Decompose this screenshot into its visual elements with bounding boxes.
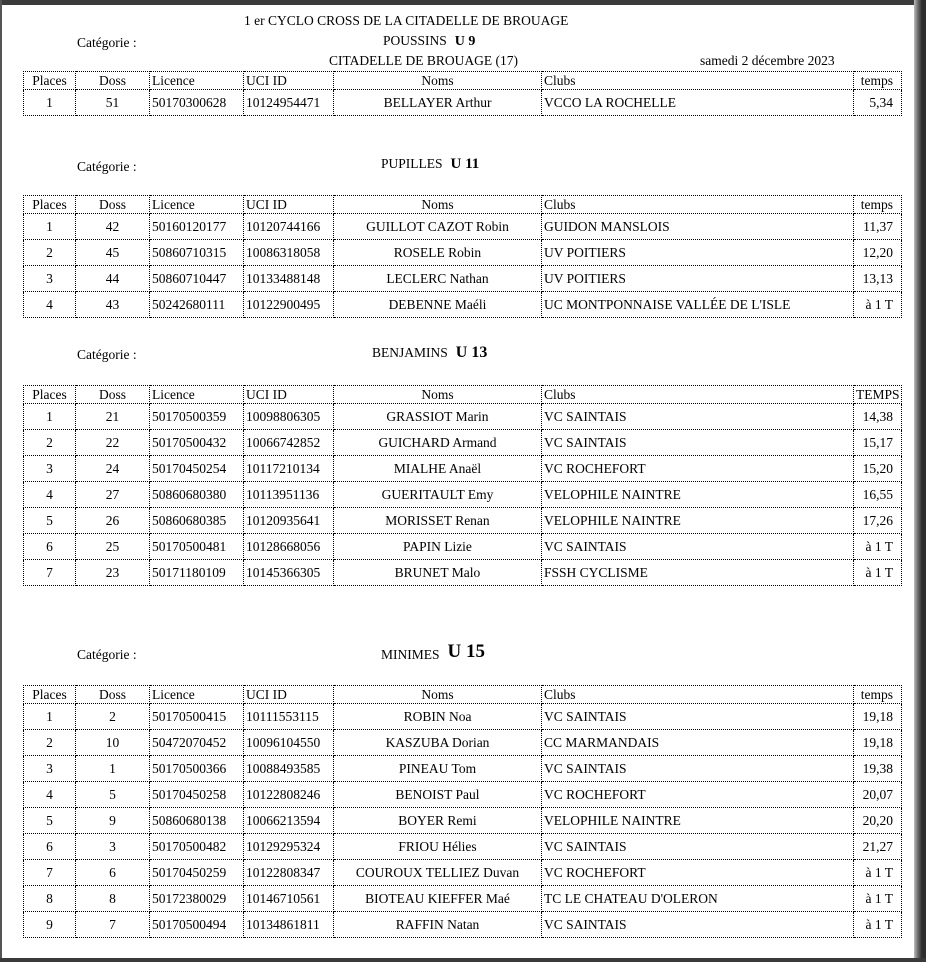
table-row	[24, 704, 902, 730]
uci-id-cell: 10117210134	[244, 456, 334, 482]
club-cell: VC SAINTAIS	[542, 756, 854, 782]
noms-header: Noms	[334, 196, 542, 214]
doss-cell: 42	[76, 214, 150, 240]
licence-cell: 50160120177	[150, 214, 244, 240]
club-cell: GUIDON MANSLOIS	[542, 214, 854, 240]
table-row	[24, 860, 902, 886]
club-cell: VC ROCHEFORT	[542, 456, 854, 482]
licence-cell: 50860680380	[150, 482, 244, 508]
clubs-header: Clubs	[542, 72, 854, 90]
clubs-header: Clubs	[542, 196, 854, 214]
name-cell: MIALHE Anaël	[334, 456, 542, 482]
time-cell: 17,26	[854, 508, 902, 534]
temps-header: temps	[854, 686, 902, 704]
category-age: U 9	[454, 34, 476, 49]
time-cell: 20,20	[854, 808, 902, 834]
category-name: PUPILLES	[381, 156, 443, 171]
category-age: U 11	[450, 156, 480, 172]
places-header: Places	[24, 686, 76, 704]
licence-cell: 50860710447	[150, 266, 244, 292]
time-cell: 12,20	[854, 240, 902, 266]
doss-cell: 5	[76, 782, 150, 808]
doss-cell: 44	[76, 266, 150, 292]
place-cell: 3	[24, 266, 76, 292]
doss-cell: 2	[76, 704, 150, 730]
table-row	[24, 266, 902, 292]
place-cell: 1	[24, 704, 76, 730]
doss-header: Doss	[76, 386, 150, 404]
club-cell: VC ROCHEFORT	[542, 782, 854, 808]
noms-header: Noms	[334, 72, 542, 90]
uci-id-cell: 10066213594	[244, 808, 334, 834]
licence-cell: 50860710315	[150, 240, 244, 266]
place-cell: 5	[24, 808, 76, 834]
doss-header: Doss	[76, 686, 150, 704]
category-label-minimes: Catégorie :	[77, 647, 137, 662]
licence-header: Licence	[150, 72, 244, 90]
club-cell: VC SAINTAIS	[542, 834, 854, 860]
licence-cell: 50170450254	[150, 456, 244, 482]
places-header: Places	[24, 72, 76, 90]
time-cell: 16,55	[854, 482, 902, 508]
time-cell: à 1 T	[854, 560, 902, 586]
place-cell: 5	[24, 508, 76, 534]
window-right-shadow	[914, 0, 926, 962]
uci-id-cell: 10086318058	[244, 240, 334, 266]
place-cell: 4	[24, 292, 76, 318]
club-cell: VC ROCHEFORT	[542, 860, 854, 886]
name-cell: PINEAU Tom	[334, 756, 542, 782]
noms-header: Noms	[334, 686, 542, 704]
licence-cell: 50170450258	[150, 782, 244, 808]
club-cell: CC MARMANDAIS	[542, 730, 854, 756]
uci-id-cell: 10088493585	[244, 756, 334, 782]
noms-header: Noms	[334, 386, 542, 404]
place-cell: 6	[24, 834, 76, 860]
table-row	[24, 756, 902, 782]
time-cell: 14,38	[854, 404, 902, 430]
time-cell: 5,34	[854, 90, 902, 116]
doss-cell: 43	[76, 292, 150, 318]
time-cell: 20,07	[854, 782, 902, 808]
licence-cell: 50242680111	[150, 292, 244, 318]
time-cell: 19,18	[854, 704, 902, 730]
place-cell: 7	[24, 860, 76, 886]
table-row	[24, 834, 902, 860]
table-header-row	[24, 386, 902, 404]
club-cell: VCCO LA ROCHELLE	[542, 90, 854, 116]
doss-cell: 51	[76, 90, 150, 116]
uci-id-cell: 10145366305	[244, 560, 334, 586]
uci-id-cell: 10124954471	[244, 90, 334, 116]
time-cell: à 1 T	[854, 292, 902, 318]
doss-cell: 22	[76, 430, 150, 456]
time-cell: 21,27	[854, 834, 902, 860]
name-cell: BELLAYER Arthur	[334, 90, 542, 116]
licence-cell: 50170300628	[150, 90, 244, 116]
time-cell: 13,13	[854, 266, 902, 292]
category-heading-minimes	[381, 641, 485, 663]
doss-cell: 9	[76, 808, 150, 834]
time-cell: 19,18	[854, 730, 902, 756]
doss-cell: 8	[76, 886, 150, 912]
name-cell: ROBIN Noa	[334, 704, 542, 730]
name-cell: DEBENNE Maéli	[334, 292, 542, 318]
doss-cell: 24	[76, 456, 150, 482]
doss-cell: 6	[76, 860, 150, 886]
club-cell: VELOPHILE NAINTRE	[542, 482, 854, 508]
place-cell: 2	[24, 240, 76, 266]
licence-cell: 50170450259	[150, 860, 244, 886]
licence-cell: 50172380029	[150, 886, 244, 912]
name-cell: MORISSET Renan	[334, 508, 542, 534]
club-cell: FSSH CYCLISME	[542, 560, 854, 586]
uci-id-cell: 10122808347	[244, 860, 334, 886]
club-cell: UC MONTPONNAISE VALLÉE DE L'ISLE	[542, 292, 854, 318]
club-cell: TC LE CHATEAU D'OLERON	[542, 886, 854, 912]
doss-cell: 26	[76, 508, 150, 534]
event-title: 1 er CYCLO CROSS DE LA CITADELLE DE BROUAGE	[244, 13, 569, 28]
place-cell: 2	[24, 730, 76, 756]
results-table-benjamins	[23, 385, 902, 586]
table-row	[24, 534, 902, 560]
club-cell: UV POITIERS	[542, 240, 854, 266]
uci-id-cell: 10122900495	[244, 292, 334, 318]
licence-cell: 50170500432	[150, 430, 244, 456]
doss-header: Doss	[76, 196, 150, 214]
place-cell: 1	[24, 214, 76, 240]
doss-cell: 7	[76, 912, 150, 938]
licence-cell: 50170500415	[150, 704, 244, 730]
category-age: U 15	[447, 641, 485, 662]
place-cell: 2	[24, 430, 76, 456]
licence-cell: 50170500494	[150, 912, 244, 938]
results-table-minimes	[23, 685, 902, 938]
table-header-row	[24, 686, 902, 704]
place-cell: 8	[24, 886, 76, 912]
doss-header: Doss	[76, 72, 150, 90]
name-cell: COUROUX TELLIEZ Duvan	[334, 860, 542, 886]
uci-id-header: UCI ID	[244, 386, 334, 404]
club-cell: VC SAINTAIS	[542, 404, 854, 430]
time-cell: 19,38	[854, 756, 902, 782]
results-table-pupilles	[23, 195, 902, 318]
places-header: Places	[24, 386, 76, 404]
club-cell: VELOPHILE NAINTRE	[542, 508, 854, 534]
licence-header: Licence	[150, 686, 244, 704]
club-cell: VC SAINTAIS	[542, 704, 854, 730]
temps-header: TEMPS	[854, 386, 902, 404]
club-cell: VC SAINTAIS	[542, 534, 854, 560]
time-cell: à 1 T	[854, 534, 902, 560]
uci-id-cell: 10120935641	[244, 508, 334, 534]
licence-cell: 50860680385	[150, 508, 244, 534]
time-cell: à 1 T	[854, 886, 902, 912]
place-cell: 3	[24, 456, 76, 482]
event-date: samedi 2 décembre 2023	[700, 53, 835, 68]
table-row	[24, 482, 902, 508]
licence-cell: 50171180109	[150, 560, 244, 586]
uci-id-cell: 10120744166	[244, 214, 334, 240]
results-table-poussins	[23, 71, 902, 116]
licence-cell: 50860680138	[150, 808, 244, 834]
place-cell: 6	[24, 534, 76, 560]
uci-id-header: UCI ID	[244, 72, 334, 90]
name-cell: ROSELE Robin	[334, 240, 542, 266]
category-age: U 13	[455, 344, 488, 361]
category-name: BENJAMINS	[372, 345, 448, 360]
place-cell: 9	[24, 912, 76, 938]
time-cell: 11,37	[854, 214, 902, 240]
club-cell: UV POITIERS	[542, 266, 854, 292]
name-cell: GUICHARD Armand	[334, 430, 542, 456]
doss-cell: 27	[76, 482, 150, 508]
table-row	[24, 240, 902, 266]
table-row	[24, 430, 902, 456]
club-cell: VC SAINTAIS	[542, 912, 854, 938]
name-cell: GUERITAULT Emy	[334, 482, 542, 508]
place-cell: 4	[24, 482, 76, 508]
uci-id-cell: 10146710561	[244, 886, 334, 912]
time-cell: à 1 T	[854, 912, 902, 938]
name-cell: FRIOU Hélies	[334, 834, 542, 860]
window-left-edge	[0, 0, 2, 962]
name-cell: BIOTEAU KIEFFER Maé	[334, 886, 542, 912]
table-row	[24, 456, 902, 482]
name-cell: GRASSIOT Marin	[334, 404, 542, 430]
uci-id-header: UCI ID	[244, 686, 334, 704]
event-location: CITADELLE DE BROUAGE (17)	[329, 53, 519, 68]
category-heading-poussins	[383, 33, 475, 50]
licence-cell: 50170500359	[150, 404, 244, 430]
table-row	[24, 90, 902, 116]
category-heading-benjamins	[372, 344, 487, 362]
table-header-row	[24, 196, 902, 214]
uci-id-cell: 10122808246	[244, 782, 334, 808]
licence-header: Licence	[150, 386, 244, 404]
category-label-benjamins: Catégorie :	[77, 347, 137, 362]
doss-cell: 3	[76, 834, 150, 860]
name-cell: BRUNET Malo	[334, 560, 542, 586]
table-row	[24, 808, 902, 834]
uci-id-cell: 10111553115	[244, 704, 334, 730]
club-cell: VC SAINTAIS	[542, 430, 854, 456]
name-cell: LECLERC Nathan	[334, 266, 542, 292]
uci-id-cell: 10098806305	[244, 404, 334, 430]
table-header-row	[24, 72, 902, 90]
temps-header: temps	[854, 72, 902, 90]
licence-cell: 50472070452	[150, 730, 244, 756]
table-row	[24, 404, 902, 430]
doss-cell: 1	[76, 756, 150, 782]
window-bottom-edge	[0, 958, 926, 962]
table-row	[24, 508, 902, 534]
name-cell: BOYER Remi	[334, 808, 542, 834]
doss-cell: 25	[76, 534, 150, 560]
uci-id-header: UCI ID	[244, 196, 334, 214]
doss-cell: 45	[76, 240, 150, 266]
clubs-header: Clubs	[542, 686, 854, 704]
licence-cell: 50170500482	[150, 834, 244, 860]
uci-id-cell: 10096104550	[244, 730, 334, 756]
place-cell: 1	[24, 404, 76, 430]
doss-cell: 23	[76, 560, 150, 586]
place-cell: 4	[24, 782, 76, 808]
place-cell: 7	[24, 560, 76, 586]
time-cell: à 1 T	[854, 860, 902, 886]
club-cell: VELOPHILE NAINTRE	[542, 808, 854, 834]
doss-cell: 21	[76, 404, 150, 430]
time-cell: 15,20	[854, 456, 902, 482]
licence-header: Licence	[150, 196, 244, 214]
uci-id-cell: 10128668056	[244, 534, 334, 560]
uci-id-cell: 10134861811	[244, 912, 334, 938]
clubs-header: Clubs	[542, 386, 854, 404]
category-label-poussins: Catégorie :	[77, 35, 137, 50]
category-name: POUSSINS	[383, 33, 447, 48]
window-top-edge	[0, 0, 926, 5]
place-cell: 3	[24, 756, 76, 782]
table-row	[24, 560, 902, 586]
place-cell: 1	[24, 90, 76, 116]
category-heading-pupilles	[381, 156, 479, 173]
uci-id-cell: 10066742852	[244, 430, 334, 456]
table-row	[24, 782, 902, 808]
table-row	[24, 292, 902, 318]
table-row	[24, 214, 902, 240]
table-row	[24, 886, 902, 912]
name-cell: GUILLOT CAZOT Robin	[334, 214, 542, 240]
table-row	[24, 730, 902, 756]
uci-id-cell: 10129295324	[244, 834, 334, 860]
doss-cell: 10	[76, 730, 150, 756]
uci-id-cell: 10133488148	[244, 266, 334, 292]
category-label-pupilles: Catégorie :	[77, 159, 137, 174]
category-name: MINIMES	[381, 647, 440, 662]
temps-header: temps	[854, 196, 902, 214]
time-cell: 15,17	[854, 430, 902, 456]
table-row	[24, 912, 902, 938]
uci-id-cell: 10113951136	[244, 482, 334, 508]
licence-cell: 50170500481	[150, 534, 244, 560]
name-cell: RAFFIN Natan	[334, 912, 542, 938]
name-cell: KASZUBA Dorian	[334, 730, 542, 756]
places-header: Places	[24, 196, 76, 214]
name-cell: BENOIST Paul	[334, 782, 542, 808]
licence-cell: 50170500366	[150, 756, 244, 782]
name-cell: PAPIN Lizie	[334, 534, 542, 560]
